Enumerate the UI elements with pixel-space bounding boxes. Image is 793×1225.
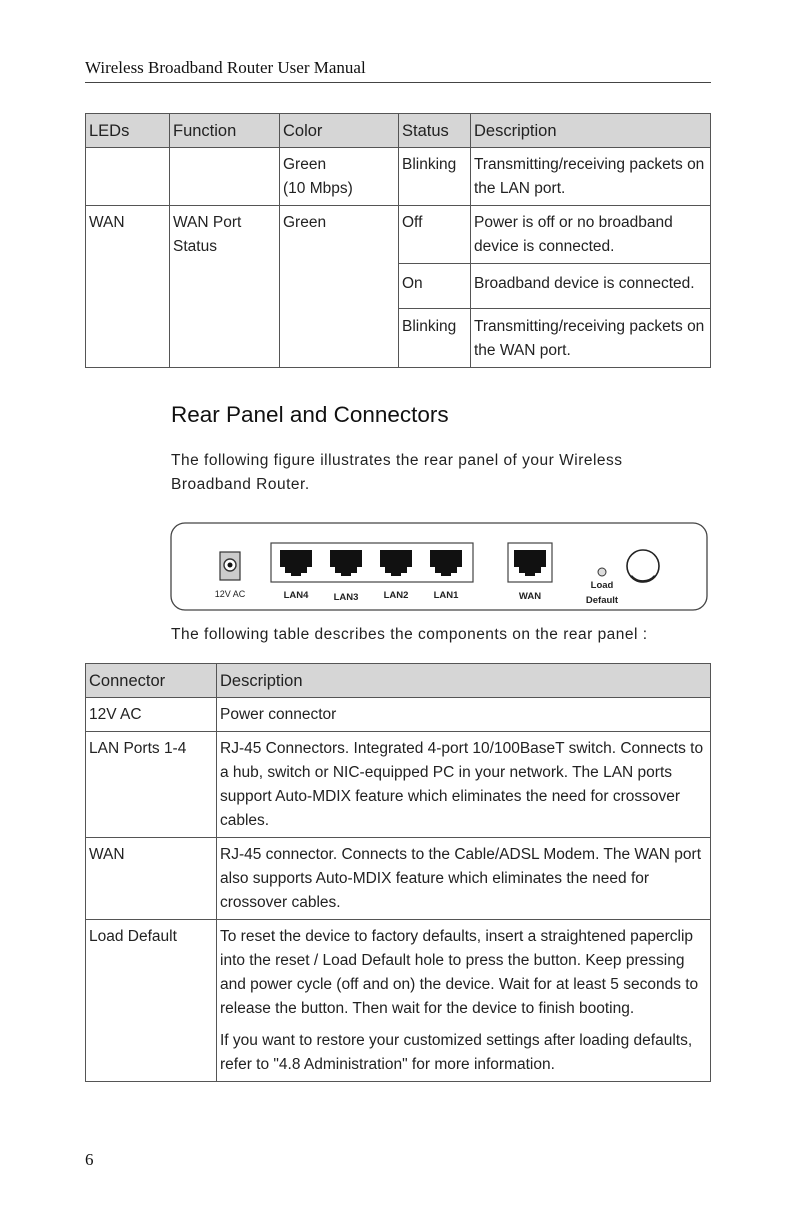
lan3-label: LAN3 [333, 592, 359, 603]
rear-panel-figure [170, 522, 708, 611]
col-leds: LEDs [86, 114, 170, 148]
connector-description [217, 920, 711, 1082]
table-row [86, 920, 711, 1082]
led-name: WAN [86, 206, 170, 368]
page-header [85, 58, 711, 83]
connector-description: RJ-45 connector. Connects to the Cable/ADSL Modem. The WAN port also supports Auto-MDIX feature which eliminates the need for crossover cables. [217, 838, 711, 920]
led-color: Green [280, 206, 399, 368]
col-color: Color [280, 114, 399, 148]
connector-description: Power connector [217, 698, 711, 732]
table-row [86, 838, 711, 920]
power-label: 12V AC [214, 589, 246, 599]
col-description: Description [471, 114, 711, 148]
connector-name: Load Default [86, 920, 217, 1082]
led-description: Transmitting/receiving packets on the LAN port. [471, 148, 711, 206]
connector-name: WAN [86, 838, 217, 920]
led-hole-icon [598, 568, 606, 576]
wan-label: WAN [518, 591, 542, 602]
col-status: Status [399, 114, 471, 148]
lan4-label: LAN4 [283, 590, 309, 601]
table-row [86, 206, 711, 264]
col-function: Function [170, 114, 280, 148]
page-number: 6 [85, 1150, 94, 1169]
connector-table [85, 663, 711, 1082]
connector-name: LAN Ports 1-4 [86, 732, 217, 838]
connector-table-header [86, 664, 711, 698]
antenna-connector-icon [627, 550, 659, 582]
reset-label-line1: Load [590, 580, 614, 591]
led-status: On [399, 264, 471, 309]
table-row [86, 698, 711, 732]
led-color: Green (10 Mbps) [280, 148, 399, 206]
table-intro-paragraph: The following table describes the components on the rear panel : [171, 626, 648, 643]
reset-instructions: To reset the device to factory defaults, insert a straightened paperclip into the reset / Load Default hole to press the button. Keep pressing and power cycle (off and on) the device. Wait for at least 5 seconds to release the button. Then wait for the device to finish booting. [220, 928, 699, 1017]
reset-label-line2: Default [585, 595, 619, 606]
led-table [85, 113, 711, 368]
restore-note: If you want to restore your customized settings after loading defaults, refer to "4.8 Administration" for more information. [220, 1032, 693, 1073]
col-description: Description [217, 664, 711, 698]
connector-description: RJ-45 Connectors. Integrated 4-port 10/100BaseT switch. Connects to a hub, switch or NIC-equipped PC in your network. The LAN ports support Auto-MDIX feature which eliminates the need for crossover cables. [217, 732, 711, 838]
led-description: Power is off or no broadband device is connected. [471, 206, 711, 264]
led-table-header [86, 114, 711, 148]
power-jack-icon [220, 552, 240, 580]
lan2-label: LAN2 [383, 590, 409, 601]
col-connector: Connector [86, 664, 217, 698]
led-function: WAN Port Status [170, 206, 280, 368]
led-status: Blinking [399, 148, 471, 206]
intro-paragraph: The following figure illustrates the rear panel of your Wireless Broadband Router. [171, 452, 623, 493]
manual-title: Wireless Broadband Router User Manual [85, 58, 366, 77]
led-description: Broadband device is connected. [471, 264, 711, 309]
lan1-label: LAN1 [433, 590, 459, 601]
led-description: Transmitting/receiving packets on the WAN port. [471, 309, 711, 368]
led-status: Off [399, 206, 471, 264]
table-row [86, 148, 711, 206]
led-status: Blinking [399, 309, 471, 368]
section-title: Rear Panel and Connectors [171, 402, 449, 427]
table-row [86, 732, 711, 838]
connector-name: 12V AC [86, 698, 217, 732]
